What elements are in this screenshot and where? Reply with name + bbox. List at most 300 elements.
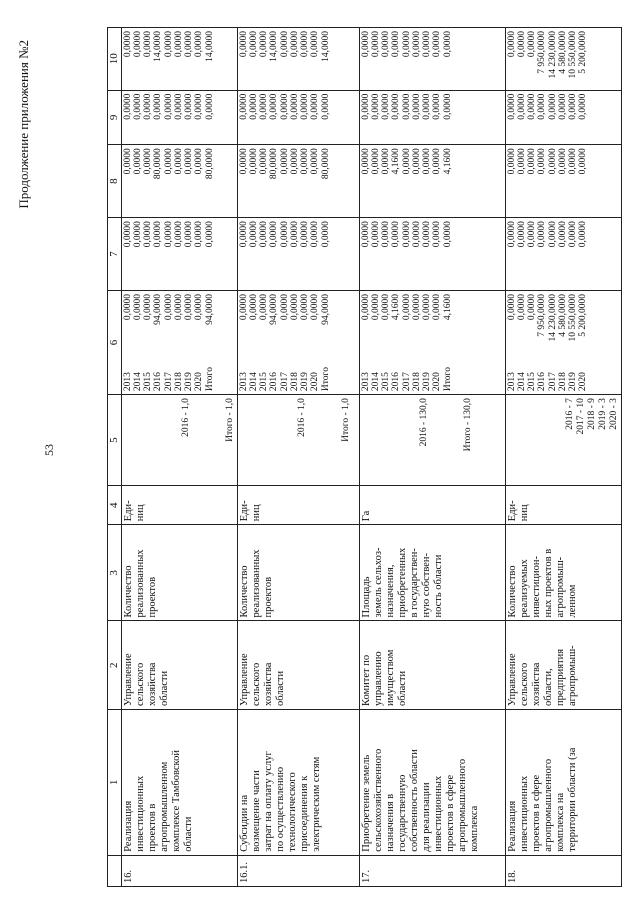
year-label: 2014	[248, 372, 259, 392]
value: 94,0000	[269, 293, 280, 325]
year-value-row	[310, 294, 320, 391]
year-label: 2014	[132, 372, 143, 392]
target-value-line	[430, 398, 441, 482]
value: 5 200,0000	[578, 31, 589, 74]
value: 0,0000	[300, 31, 311, 58]
value: 14,0000	[153, 31, 164, 62]
cell-line: сельского	[518, 662, 530, 706]
header-cell-2: 2	[108, 621, 122, 710]
target-value-line: 2016 - 1,0	[180, 398, 191, 437]
target-value-line	[203, 398, 214, 482]
funding-cell-v9	[121, 90, 237, 145]
executor-cell	[121, 621, 237, 710]
table-row	[359, 28, 505, 887]
value: 0,0000	[370, 293, 381, 321]
cell-line: для реализации	[420, 782, 432, 852]
value: 0,0000	[401, 93, 412, 120]
value: 0,0000	[279, 31, 290, 58]
cell-line: проектов в сфере	[445, 774, 457, 852]
header-cell-6: 6	[108, 290, 122, 394]
value: 0,0000	[401, 148, 412, 175]
funding-cell-v7	[121, 218, 237, 291]
value: 10 550,0000	[568, 31, 579, 79]
funding-cell-v9	[505, 90, 621, 145]
year-value-row	[239, 294, 249, 391]
value: 80,0000	[269, 148, 280, 180]
data-table	[107, 27, 622, 887]
year-value-row	[402, 294, 412, 391]
appendix-note: Продолжение приложения №2	[16, 40, 31, 209]
value: 0,0000	[122, 293, 133, 321]
cell-line: проектов	[262, 576, 274, 618]
value: 0,0000	[578, 221, 589, 248]
year-label: Итого	[320, 367, 331, 392]
value: 0,0000	[516, 221, 527, 248]
table-row	[121, 28, 237, 887]
target-value-line	[330, 398, 341, 482]
value: 0,0000	[360, 221, 371, 248]
cell-line: Еди-	[506, 500, 518, 522]
target-value-line	[275, 398, 286, 482]
value: 0,0000	[184, 148, 195, 175]
value: 0,0000	[143, 93, 154, 120]
year-label: 2016	[391, 372, 402, 392]
value: 4,1600	[391, 293, 402, 321]
value: 0,0000	[300, 293, 311, 321]
cell-line: ных проектов в	[542, 548, 554, 618]
cell-line: комплекса на	[554, 792, 566, 852]
cell-line: агропромышленного	[457, 758, 469, 852]
cell-line: ниц	[134, 504, 146, 522]
cell-line: Реализация	[506, 800, 518, 852]
year-label: Итого	[442, 367, 453, 392]
cell-line: области	[182, 816, 194, 852]
cell-line: сельского	[134, 662, 146, 706]
cell-line: области	[158, 670, 170, 706]
header-cell-5: 5	[108, 395, 122, 486]
value: 0,0000	[432, 293, 443, 321]
unit-cell	[237, 486, 359, 525]
value: 0,0000	[411, 293, 422, 321]
value: 0,0000	[153, 221, 164, 248]
value: 0,0000	[163, 293, 174, 321]
row-number: 16.	[121, 855, 237, 886]
page-number: 53	[42, 444, 56, 456]
target-value-line: 2016 - 7	[564, 398, 575, 430]
year-label: 2015	[259, 372, 270, 392]
cell-line: хозяйства	[530, 662, 542, 706]
value: 0,0000	[401, 221, 412, 248]
cell-line: проектов в сфере	[530, 774, 542, 852]
cell-line: ниц	[250, 504, 262, 522]
value: 0,0000	[320, 93, 331, 120]
value: 14 230,0000	[547, 31, 558, 79]
funding-cell-v8	[505, 145, 621, 218]
year-label: 2016	[269, 372, 280, 392]
cell-line: сельскохозяйственного	[372, 748, 384, 852]
target-values-cell	[121, 395, 237, 486]
cell-line: затрат на оплату услуг	[262, 751, 274, 852]
target-value-line: 2018 - 9	[586, 398, 597, 430]
value: 0,0000	[238, 221, 249, 248]
year-label: 2020	[432, 372, 443, 392]
cell-line: территории области (за	[566, 747, 578, 852]
value: 0,0000	[132, 148, 143, 175]
funding-cell-v7	[505, 218, 621, 291]
indicator-cell	[359, 525, 505, 621]
value: 0,0000	[194, 221, 205, 248]
value: 0,0000	[173, 93, 184, 120]
row-number: 17.	[359, 855, 505, 886]
value: 0,0000	[557, 221, 568, 248]
value: 94,0000	[153, 293, 164, 325]
header-cell-4: 4	[108, 486, 122, 525]
year-label: 2018	[557, 372, 568, 392]
unit-cell	[359, 486, 505, 525]
header-row	[108, 28, 122, 887]
value: 0,0000	[381, 293, 392, 321]
target-values-cell	[237, 395, 359, 486]
value: 0,0000	[132, 93, 143, 120]
value: 0,0000	[310, 31, 321, 58]
header-cell-num	[108, 855, 122, 886]
value: 0,0000	[506, 293, 517, 321]
header-cell-10: 10	[108, 28, 122, 91]
year-value-row	[381, 294, 391, 391]
value: 0,0000	[557, 148, 568, 175]
cell-line: Количество	[506, 565, 518, 618]
cell-line: хозяйства	[146, 662, 158, 706]
year-label: 2017	[401, 372, 412, 392]
cell-line: приобретенных	[396, 547, 408, 618]
cell-line: предприятия	[554, 648, 566, 706]
cell-line: реализованных	[134, 549, 146, 618]
event-name-cell	[505, 710, 621, 856]
year-label: 2019	[300, 372, 311, 392]
target-value-line	[543, 398, 554, 482]
year-label: 2018	[173, 372, 184, 392]
value: 0,0000	[248, 93, 259, 120]
value: 0,0000	[506, 148, 517, 175]
cell-line: Площадь	[360, 576, 372, 618]
cell-line: комплексе Тамбовской	[170, 750, 182, 852]
cell-line: возмещение части	[250, 770, 262, 852]
cell-line: в государствен-	[408, 548, 420, 618]
value: 14,0000	[269, 31, 280, 62]
target-value-line: Итого - 130,0	[462, 398, 473, 452]
value: 0,0000	[248, 293, 259, 321]
value: 0,0000	[401, 293, 412, 321]
header-cell-9: 9	[108, 90, 122, 145]
value: 0,0000	[194, 93, 205, 120]
target-value-line	[159, 398, 170, 482]
unit-cell	[505, 486, 621, 525]
value: 0,0000	[132, 31, 143, 58]
cell-line: государственную	[396, 774, 408, 852]
cell-line: собственность области	[408, 749, 420, 852]
year-value-row	[300, 294, 310, 391]
value: 4,1600	[442, 293, 453, 321]
value: 0,0000	[506, 221, 517, 248]
cell-line: области	[396, 670, 408, 706]
value: 0,0000	[442, 31, 453, 58]
year-value-row	[164, 294, 174, 391]
cell-line: Комитет по	[360, 654, 372, 706]
value: 0,0000	[527, 221, 538, 248]
header-cell-3: 3	[108, 525, 122, 621]
value: 0,0000	[310, 293, 321, 321]
value: 0,0000	[516, 148, 527, 175]
cell-line: ленном	[566, 584, 578, 618]
value: 0,0000	[391, 221, 402, 248]
value: 0,0000	[173, 221, 184, 248]
value: 0,0000	[370, 148, 381, 175]
value: 94,0000	[320, 293, 331, 325]
year-value-row	[133, 294, 143, 391]
year-value-row	[174, 294, 184, 391]
year-value-row	[537, 294, 547, 391]
year-label: 2015	[381, 372, 392, 392]
funding-total-cell	[359, 290, 505, 394]
event-name-cell	[237, 710, 359, 856]
cell-line: земель сельхоз-	[372, 547, 384, 618]
target-value-line	[319, 398, 330, 482]
value: 0,0000	[527, 293, 538, 321]
indicator-cell	[505, 525, 621, 621]
funding-cell-v9	[237, 90, 359, 145]
value: 0,0000	[537, 93, 548, 120]
year-value-row	[548, 294, 558, 391]
year-value-row	[249, 294, 259, 391]
target-value-line	[148, 398, 159, 482]
year-value-row	[527, 294, 537, 391]
value: 14,0000	[204, 31, 215, 62]
cell-line: присоединения к	[298, 775, 310, 852]
cell-line: Управление	[238, 653, 250, 706]
value: 0,0000	[320, 221, 331, 248]
value: 0,0000	[422, 93, 433, 120]
table-body	[121, 28, 621, 887]
value: 0,0000	[279, 148, 290, 175]
cell-line: хозяйства	[262, 662, 274, 706]
value: 0,0000	[422, 293, 433, 321]
value: 0,0000	[547, 93, 558, 120]
funding-cell-v10	[237, 28, 359, 91]
target-value-line	[170, 398, 181, 482]
funding-cell-v9	[359, 90, 505, 145]
value: 0,0000	[279, 221, 290, 248]
target-value-line: 2020 - 3	[608, 398, 619, 430]
value: 0,0000	[422, 31, 433, 58]
value: 0,0000	[132, 293, 143, 321]
funding-cell-v7	[359, 218, 505, 291]
value: 0,0000	[370, 31, 381, 58]
value: 0,0000	[279, 293, 290, 321]
target-value-line	[397, 398, 408, 482]
target-value-line	[408, 398, 419, 482]
year-label: 2019	[568, 372, 579, 392]
funding-cell-v8	[121, 145, 237, 218]
value: 0,0000	[184, 93, 195, 120]
value: 80,0000	[204, 148, 215, 180]
year-value-row	[507, 294, 517, 391]
cell-line: сельского	[250, 662, 262, 706]
year-label: 2013	[122, 372, 133, 392]
value: 0,0000	[289, 93, 300, 120]
value: 0,0000	[557, 93, 568, 120]
cell-line: электрическим сетям	[311, 756, 323, 852]
value: 0,0000	[238, 31, 249, 58]
funding-total-cell	[237, 290, 359, 394]
year-label: 2013	[360, 372, 371, 392]
value: 0,0000	[143, 293, 154, 321]
year-value-row	[259, 294, 269, 391]
funding-cell-v10	[505, 28, 621, 91]
year-value-row	[194, 294, 204, 391]
value: 0,0000	[527, 31, 538, 58]
value: 0,0000	[289, 148, 300, 175]
cell-line: инвестиционных	[134, 775, 146, 852]
value: 0,0000	[259, 293, 270, 321]
value: 0,0000	[279, 93, 290, 120]
value: 0,0000	[411, 31, 422, 58]
year-label: 2016	[537, 372, 548, 392]
cell-line: имуществом	[384, 649, 396, 706]
year-label: 2015	[527, 372, 538, 392]
cell-line: агропромышленном	[158, 761, 170, 852]
cell-line: технологического	[286, 772, 298, 852]
cell-line: назначения в	[384, 793, 396, 852]
value: 0,0000	[269, 93, 280, 120]
cell-line: ность области	[433, 554, 445, 618]
value: 0,0000	[411, 148, 422, 175]
funding-cell-v10	[121, 28, 237, 91]
indicator-cell	[237, 525, 359, 621]
value: 0,0000	[248, 148, 259, 175]
year-label: 2018	[411, 372, 422, 392]
header-cell-1: 1	[108, 710, 122, 856]
target-value-line	[452, 398, 463, 482]
value: 0,0000	[289, 31, 300, 58]
cell-line: агропромышленного	[542, 758, 554, 852]
value: 0,0000	[163, 148, 174, 175]
target-value-line: Итого - 1,0	[224, 398, 235, 442]
value: 0,0000	[310, 148, 321, 175]
cell-line: области,	[542, 668, 554, 706]
value: 0,0000	[122, 148, 133, 175]
event-name-cell	[359, 710, 505, 856]
cell-line: Еди-	[238, 500, 250, 522]
value: 0,0000	[432, 93, 443, 120]
value: 0,0000	[527, 148, 538, 175]
value: 0,0000	[163, 31, 174, 58]
value: 0,0000	[370, 93, 381, 120]
cell-line: комплекса	[469, 805, 481, 852]
year-value-row	[361, 294, 371, 391]
value: 0,0000	[381, 93, 392, 120]
value: 0,0000	[310, 221, 321, 248]
value: 0,0000	[442, 93, 453, 120]
cell-line: Количество	[238, 565, 250, 618]
executor-cell	[359, 621, 505, 710]
value: 0,0000	[194, 31, 205, 58]
cell-line: проектов	[146, 576, 158, 618]
value: 0,0000	[432, 148, 443, 175]
row-number: 16.1.	[237, 855, 359, 886]
value: 0,0000	[248, 221, 259, 248]
target-value-line	[214, 398, 225, 482]
value: 5 200,0000	[578, 293, 589, 337]
cell-line: реализованных	[250, 549, 262, 618]
value: 14,0000	[320, 31, 331, 62]
year-label: 2014	[370, 372, 381, 392]
cell-line: Га	[360, 510, 372, 522]
year-value-row	[422, 294, 432, 391]
value: 0,0000	[360, 148, 371, 175]
value: 80,0000	[153, 148, 164, 180]
value: 0,0000	[184, 31, 195, 58]
value: 0,0000	[506, 31, 517, 58]
value: 0,0000	[143, 31, 154, 58]
year-label: 2017	[547, 372, 558, 392]
cell-line: инвестиционных	[433, 775, 445, 852]
value: 0,0000	[537, 148, 548, 175]
year-label: 2020	[194, 372, 205, 392]
value: 10 550,0000	[568, 293, 579, 342]
year-label: 2019	[422, 372, 433, 392]
cell-line: Субсидии на	[238, 794, 250, 852]
value: 0,0000	[122, 93, 133, 120]
value: 0,0000	[568, 221, 579, 248]
year-value-row	[184, 294, 194, 391]
value: 0,0000	[289, 293, 300, 321]
value: 0,0000	[163, 221, 174, 248]
value: 0,0000	[204, 221, 215, 248]
value: 0,0000	[238, 93, 249, 120]
value: 0,0000	[411, 93, 422, 120]
year-label: 2016	[153, 372, 164, 392]
header-cell-7: 7	[108, 218, 122, 291]
year-value-row	[371, 294, 381, 391]
funding-total-cell	[121, 290, 237, 394]
cell-line: агропромыш-	[554, 556, 566, 618]
funding-cell-v10	[359, 28, 505, 91]
value: 0,0000	[381, 148, 392, 175]
target-value-line	[192, 398, 203, 482]
year-label: Итого	[204, 367, 215, 392]
value: 0,0000	[248, 31, 259, 58]
cell-line: области	[274, 670, 286, 706]
value: 0,0000	[143, 221, 154, 248]
cell-line: Реализация	[122, 800, 134, 852]
target-value-line	[386, 398, 397, 482]
value: 0,0000	[360, 293, 371, 321]
value: 0,0000	[381, 31, 392, 58]
value: 0,0000	[259, 221, 270, 248]
executor-cell	[505, 621, 621, 710]
value: 0,0000	[300, 148, 311, 175]
value: 0,0000	[173, 31, 184, 58]
value: 0,0000	[391, 31, 402, 58]
value: 4,1600	[391, 148, 402, 175]
value: 4,1600	[442, 148, 453, 175]
year-value-row	[321, 294, 331, 391]
value: 0,0000	[238, 293, 249, 321]
target-value-line	[308, 398, 319, 482]
value: 0,0000	[547, 221, 558, 248]
value: 0,0000	[370, 221, 381, 248]
value: 80,0000	[320, 148, 331, 180]
